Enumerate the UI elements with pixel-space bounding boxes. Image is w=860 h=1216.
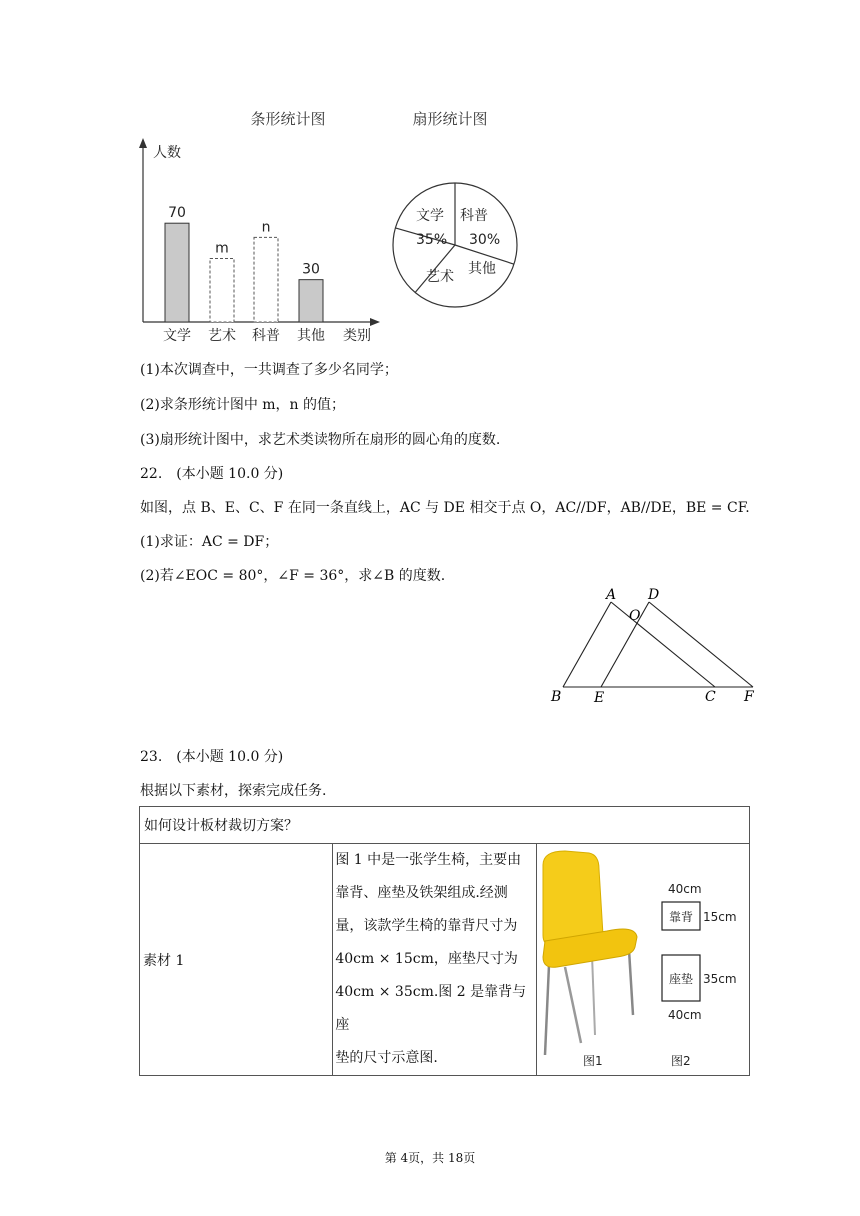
x-tick-label: 艺术 [208,328,236,344]
q22-part1: (1)求证：AC = DF； [140,534,279,550]
q23-stem: 根据以下素材，探索完成任务. [140,783,327,799]
point-B-label: B [551,689,562,705]
seat-label: 座垫 [668,972,693,986]
q21-part3: (3)扇形统计图中，求艺术类读物所在扇形的圆心角的度数. [140,432,501,448]
point-O-label: O [629,608,641,624]
segment-AC [611,602,715,687]
q22-part2: (2)若∠EOC = 80°，∠F = 36°，求∠B 的度数. [140,568,446,584]
material-table-header: 如何设计板材裁切方案？ [140,807,750,844]
material-text-line: 靠背、座垫及铁架组成.经测 [335,885,508,901]
bar-series [163,205,325,344]
chair-figure [537,845,749,1074]
segment-AB [563,602,611,687]
bar-4 [299,280,323,322]
bar-1 [165,223,189,322]
bar-data-label: m [215,240,229,257]
geometry-figure [545,585,765,710]
point-C-label: C [705,689,716,705]
point-D-label: D [648,587,660,603]
x-tick-label: 其他 [297,328,325,344]
bar-chart [128,100,398,350]
pie-label-literature: 文学 [416,208,444,224]
bar-data-label: n [261,219,271,236]
material-table [139,806,750,1076]
backrest-label: 靠背 [668,910,693,924]
material-figure-cell [536,844,749,1076]
q21-part2: (2)求条形统计图中 m，n 的值； [140,397,346,413]
point-A-label: A [606,587,617,603]
y-axis-label: 人数 [153,145,181,161]
bar-chart-title: 条形统计图 [250,110,326,128]
material-row-text [333,844,537,1076]
bar-data-label: 30 [302,261,320,278]
x-axis-arrow [370,318,380,326]
fig1-caption: 图1 [582,1054,603,1068]
pie-value-science: 30% [469,232,501,248]
page-footer: 第 4页，共 18页 [384,1151,476,1165]
pie-value-literature: 35% [416,232,448,248]
material-text-line: 量，该款学生椅的靠背尺寸为 [335,918,518,934]
q22-stem: 如图，点 B、E、C、F 在同一条直线上，AC 与 DE 相交于点 O，AC//DF，AB//DE，BE = CF. [140,500,750,516]
segment-DE [601,602,649,687]
backrest-height-label: 15cm [702,910,737,924]
seat-width-label: 40cm [667,1008,702,1022]
point-F-label: F [744,689,754,705]
bar-3 [254,237,278,322]
bar-2 [210,258,234,322]
bar-data-label: 70 [168,205,186,222]
chair-image [543,851,637,1055]
pie-label-science: 科普 [460,208,488,224]
x-tick-label: 文学 [163,328,191,344]
backrest-width-label: 40cm [667,882,702,896]
seat-height-label: 35cm [702,972,737,986]
pie-label-art: 艺术 [426,269,454,285]
q22-header: 22. (本小题 10.0 分) [140,466,284,482]
fig2-caption: 图2 [670,1054,691,1068]
x-tick-label: 科普 [252,328,280,344]
material-row-label: 素材 1 [140,844,333,1076]
material-text-line: 40cm × 15cm，座垫尺寸为 [335,951,518,967]
y-axis-arrow [139,138,147,148]
material-text-line: 图 1 中是一张学生椅，主要由 [335,852,522,868]
x-axis-label: 类别 [343,328,371,344]
pie-label-other: 其他 [468,261,496,277]
segment-DF [649,602,753,687]
pie-chart [380,100,530,310]
material-text-line: 40cm × 35cm.图 2 是靠背与座 [335,984,527,1033]
q23-header: 23. (本小题 10.0 分) [140,749,284,765]
point-E-label: E [594,690,605,706]
pie-chart-title: 扇形统计图 [412,110,488,128]
q21-part1: (1)本次调查中，一共调查了多少名同学； [140,362,398,378]
material-text-line: 垫的尺寸示意图. [335,1050,438,1066]
